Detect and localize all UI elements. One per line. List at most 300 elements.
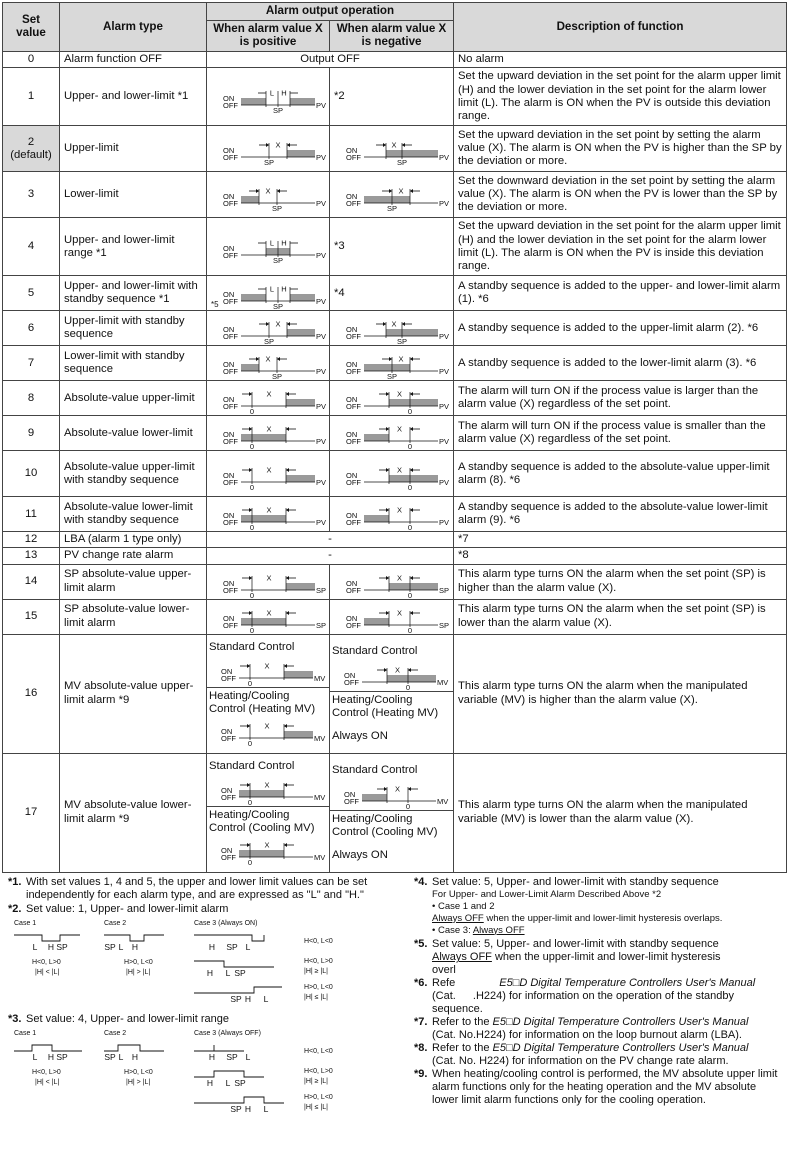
- dimension-label: X: [396, 424, 403, 434]
- standard-control-label: Standard Control: [209, 760, 295, 773]
- table-row: [3, 172, 787, 218]
- col-header-x-positive: When alarm value X is positive: [207, 21, 330, 52]
- description: The alarm will turn ON if the process value is larger than the alarm value (X) regardless of the set point.: [454, 381, 787, 416]
- on-label: ON: [346, 430, 358, 440]
- case-1-condition: H<0, L>0: [32, 958, 61, 966]
- l-label: L: [225, 1077, 231, 1088]
- on-label: ON: [223, 395, 235, 405]
- zero-label: 0: [249, 407, 255, 415]
- heating-cooling-block: [207, 807, 329, 867]
- case-3-abs-c: |H| ≤ |L|: [304, 1103, 328, 1111]
- table-row: [3, 346, 787, 381]
- l-label: L: [263, 993, 269, 1004]
- diagram-negative: [330, 497, 454, 532]
- h-label: H: [281, 284, 287, 294]
- set-value: 3: [3, 172, 60, 218]
- on-label: ON: [223, 511, 235, 521]
- arrow-head: [284, 843, 287, 847]
- alarm-diagram: [334, 382, 451, 414]
- arrow-head: [249, 392, 252, 396]
- on-label: ON: [346, 511, 358, 521]
- h-label: H: [47, 1051, 55, 1062]
- axis-label: PV: [316, 100, 327, 110]
- footnote-1: *1. With set values 1, 4 and 5, the upper and lower limit values can be set independently for each alarm type, and are expressed as "L" and "H.": [8, 876, 368, 901]
- on-region: [239, 790, 284, 797]
- table-row: [3, 52, 787, 68]
- col-header-alarm-type: Alarm type: [60, 3, 207, 52]
- footnote-9: *9. When heating/cooling control is performed, the MV absolute upper limit alarm functions only for the heating operation and the MV absolute lower limit alarm functions only for the cooling operation.: [414, 1068, 778, 1107]
- case-1-condition: H<0, L>0: [32, 1068, 61, 1076]
- arrow-head: [384, 668, 387, 672]
- diagram-negative: [330, 172, 454, 218]
- off-label: OFF: [221, 674, 236, 684]
- zero-label: 0: [407, 590, 413, 598]
- alarm-type: PV change rate alarm: [60, 548, 207, 564]
- case-3-condition-a: H<0, L<0: [304, 937, 333, 945]
- axis-label: SP: [316, 620, 327, 630]
- alarm-diagram: [211, 417, 328, 449]
- case-1-abs: |H| < |L|: [35, 968, 60, 976]
- arrow-head: [386, 427, 389, 431]
- off-label: OFF: [223, 332, 238, 342]
- arrow-head: [286, 611, 289, 615]
- table-row: [3, 218, 787, 276]
- description: A standby sequence is added to the upper-limit alarm (2). *6: [454, 311, 787, 346]
- output-waveform: [194, 1097, 284, 1103]
- description: Set the downward deviation in the set point by setting the alarm value (X). The alarm is ON when the PV is lower than the SP by the deviation or more.: [454, 172, 787, 218]
- alarm-diagram: [211, 277, 328, 309]
- case-3-condition-b: H<0, L>0: [304, 1067, 333, 1075]
- alarm-diagram: [209, 773, 326, 805]
- alarm-diagram: [332, 777, 449, 809]
- case-3-abs-b: |H| ≥ |L|: [304, 967, 328, 975]
- zero-label: 0: [249, 523, 255, 531]
- diagram-positive: [207, 416, 330, 451]
- on-label: ON: [223, 325, 235, 335]
- off-label: OFF: [346, 332, 361, 342]
- sp-label: SP: [104, 1051, 116, 1062]
- dimension-label: X: [266, 505, 272, 515]
- zero-label: 0: [407, 625, 413, 633]
- set-value: 10: [3, 451, 60, 497]
- alarm-diagram: [209, 716, 326, 746]
- alarm-diagram: [209, 654, 326, 686]
- footnote-5: *5. Set value: 5, Upper- and lower-limit with standby sequence Always OFF when the upper-limit and lower-limit hysteresis overl: [414, 938, 721, 977]
- sp-label: SP: [271, 372, 283, 380]
- axis-label: PV: [316, 250, 327, 260]
- on-label: ON: [221, 846, 233, 856]
- note-ref: *2: [330, 68, 454, 126]
- axis-label: PV: [316, 152, 327, 162]
- dimension-label: X: [398, 354, 404, 364]
- alarm-diagram: [211, 498, 328, 530]
- off-label: OFF: [346, 152, 361, 162]
- axis-label: PV: [316, 297, 327, 307]
- set-value: 12: [3, 532, 60, 548]
- dimension-label: X: [266, 389, 272, 399]
- sp-label: SP: [272, 255, 284, 263]
- set-value: 7: [3, 346, 60, 381]
- description: This alarm type turns ON the alarm when the set point (SP) is lower than the alarm value (X).: [454, 599, 787, 634]
- dimension-label: X: [396, 465, 403, 475]
- sp-label: SP: [56, 941, 68, 952]
- sp-label: SP: [263, 157, 275, 165]
- zero-label: 0: [407, 482, 413, 490]
- dimension-label: X: [264, 840, 270, 850]
- off-label: OFF: [223, 250, 238, 260]
- standard-control-block: [330, 762, 453, 811]
- alarm-diagram: [211, 81, 328, 113]
- output-waveform: [14, 1045, 82, 1051]
- h-label: H: [206, 1077, 214, 1088]
- table-row: [3, 564, 787, 599]
- diagram-negative: [330, 126, 454, 172]
- zero-label: 0: [247, 858, 253, 866]
- arrow-head: [286, 427, 289, 431]
- output-waveform: [194, 1071, 264, 1077]
- on-label: ON: [223, 93, 235, 103]
- dimension-label: X: [396, 573, 403, 583]
- zero-label: 0: [249, 482, 255, 490]
- dimension-label: X: [266, 424, 272, 434]
- set-value: 16: [3, 634, 60, 753]
- h-label: H: [208, 941, 216, 952]
- arrow-head: [410, 468, 413, 472]
- col-header-output-op: Alarm output operation: [207, 3, 454, 21]
- on-region: [389, 399, 438, 406]
- l-label: L: [245, 1051, 251, 1062]
- sp-label: SP: [230, 1103, 242, 1114]
- on-region: [290, 98, 315, 105]
- off-label: OFF: [223, 152, 238, 162]
- axis-label: PV: [439, 518, 450, 528]
- arrow-head: [410, 576, 413, 580]
- arrow-head: [384, 787, 387, 791]
- l-label: L: [269, 284, 275, 294]
- case-3-label: Case 3 (Always ON): [194, 919, 258, 927]
- off-label: OFF: [223, 100, 238, 110]
- alarm-diagram: [211, 179, 328, 211]
- off-label: OFF: [346, 477, 361, 487]
- description: A standby sequence is added to the lower-limit alarm (3). *6: [454, 346, 787, 381]
- on-region: [286, 583, 315, 590]
- on-region: [241, 98, 266, 105]
- output-waveform: [14, 935, 80, 941]
- alarm-diagram: [211, 312, 328, 344]
- arrow-head: [386, 611, 389, 615]
- output-waveform: [194, 987, 282, 993]
- footnote-2: *2. Set value: 1, Upper- and lower-limit alarm: [8, 902, 229, 915]
- case-diagram-hl-outside: [4, 917, 384, 1013]
- arrow-head: [402, 143, 405, 147]
- arrow-head: [247, 783, 250, 787]
- diagram-positive: [207, 634, 330, 753]
- on-region: [364, 618, 389, 625]
- alarm-diagram: [334, 133, 451, 165]
- arrow-head: [410, 611, 413, 615]
- l-label: L: [225, 967, 231, 978]
- diagram-negative: [330, 346, 454, 381]
- arrow-head: [286, 392, 289, 396]
- output-waveform: [194, 1045, 244, 1051]
- sp-label: SP: [226, 1051, 238, 1062]
- arrow-head: [410, 357, 413, 361]
- on-region: [284, 671, 313, 678]
- arrow-head: [277, 357, 280, 361]
- axis-label: SP: [316, 585, 327, 595]
- zero-label: 0: [405, 801, 411, 809]
- description: A standby sequence is added to the absolute-value lower-limit alarm (9). *6: [454, 497, 787, 532]
- arrow-head: [386, 468, 389, 472]
- set-value: 2 (default): [3, 126, 60, 172]
- on-label: ON: [346, 145, 358, 155]
- off-label: OFF: [223, 477, 238, 487]
- axis-label: MV: [314, 853, 326, 863]
- axis-label: PV: [439, 332, 450, 342]
- diagram-negative: [330, 416, 454, 451]
- alarm-type: LBA (alarm 1 type only): [60, 532, 207, 548]
- arrow-head: [249, 508, 252, 512]
- set-value: 8: [3, 381, 60, 416]
- diagram-negative: [330, 451, 454, 497]
- on-region: [290, 294, 315, 301]
- h-label: H: [244, 993, 252, 1004]
- case-2-abs: |H| > |L|: [126, 968, 151, 976]
- standard-control-label: Standard Control: [332, 644, 418, 657]
- always-on-label: Always ON: [332, 729, 388, 742]
- off-label: OFF: [346, 585, 361, 595]
- on-label: ON: [344, 670, 356, 680]
- case-2-condition: H>0, L<0: [124, 1068, 153, 1076]
- dimension-label: X: [275, 319, 281, 329]
- on-region: [287, 329, 315, 336]
- dimension-label: X: [396, 505, 403, 515]
- sp-label: SP: [234, 967, 246, 978]
- axis-label: SP: [439, 620, 450, 630]
- dimension-label: X: [398, 186, 404, 196]
- off-label: OFF: [223, 402, 238, 412]
- heating-cooling-block: [330, 811, 453, 864]
- axis-label: PV: [439, 477, 450, 487]
- on-label: ON: [223, 191, 235, 201]
- alarm-diagram: [332, 658, 449, 690]
- standard-control-label: Standard Control: [209, 641, 295, 654]
- off-label: OFF: [223, 518, 238, 528]
- on-label: ON: [223, 290, 235, 300]
- dimension-label: X: [264, 780, 270, 790]
- diagram-positive: [207, 451, 330, 497]
- diagram-positive: [207, 311, 330, 346]
- alarm-diagram: [211, 458, 328, 490]
- h-label: H: [244, 1103, 252, 1114]
- diagram-negative: [330, 311, 454, 346]
- alarm-type-table: [2, 2, 787, 873]
- axis-label: PV: [316, 477, 327, 487]
- arrow-head: [284, 724, 287, 728]
- zero-label: 0: [247, 739, 253, 747]
- diagram-positive: [207, 599, 330, 634]
- on-region: [364, 434, 389, 441]
- on-label: ON: [223, 243, 235, 253]
- zero-label: 0: [249, 590, 255, 598]
- diagram-negative: [330, 634, 454, 753]
- standard-control-block: [207, 758, 329, 807]
- table-row: [3, 276, 787, 311]
- on-label: ON: [221, 786, 233, 796]
- off-label: OFF: [346, 198, 361, 208]
- axis-label: PV: [316, 518, 327, 528]
- arrow-head: [266, 143, 269, 147]
- sp-label: SP: [396, 157, 408, 165]
- alarm-diagram: [211, 601, 328, 633]
- on-region: [389, 475, 438, 482]
- description: Set the upward deviation in the set point for the alarm upper limit (H) and the lower deviation in the set point for the alarm lower limit (L). The alarm is ON when the PV is inside this deviation range.: [454, 218, 787, 276]
- zero-label: 0: [407, 523, 413, 531]
- diagram-negative: [330, 381, 454, 416]
- on-region: [239, 850, 284, 857]
- table-row: [3, 126, 787, 172]
- arrow-head: [247, 724, 250, 728]
- sp-label: SP: [386, 203, 398, 211]
- zero-label: 0: [249, 625, 255, 633]
- h-label: H: [131, 941, 139, 952]
- alarm-type: Upper- and lower-limit *1: [60, 68, 207, 126]
- sp-label: SP: [226, 941, 238, 952]
- off-label: OFF: [346, 620, 361, 630]
- table-row: [3, 548, 787, 564]
- on-label: ON: [346, 191, 358, 201]
- l-label: L: [269, 238, 275, 248]
- alarm-type: SP absolute-value lower-limit alarm: [60, 599, 207, 634]
- on-region: [241, 515, 286, 522]
- note-ref: *4: [330, 276, 454, 311]
- dimension-label: X: [266, 465, 272, 475]
- case-3-condition-b: H<0, L>0: [304, 957, 333, 965]
- h-label: H: [131, 1051, 139, 1062]
- alarm-diagram: [209, 835, 326, 865]
- dimension-label: X: [391, 319, 397, 329]
- on-label: ON: [346, 325, 358, 335]
- diagram-positive: [207, 346, 330, 381]
- l-label: L: [32, 941, 38, 952]
- axis-label: MV: [314, 734, 326, 744]
- diagram-positive: [207, 218, 330, 276]
- note-ref: *3: [330, 218, 454, 276]
- axis-label: PV: [439, 152, 450, 162]
- alarm-type: Alarm function OFF: [60, 52, 207, 68]
- arrow-head: [286, 468, 289, 472]
- on-label: ON: [346, 395, 358, 405]
- on-region: [241, 364, 259, 371]
- sp-label: SP: [104, 941, 116, 952]
- on-region: [364, 364, 410, 371]
- description: This alarm type turns ON the alarm when the set point (SP) is higher than the alarm value (X).: [454, 564, 787, 599]
- zero-label: 0: [247, 679, 253, 687]
- description: This alarm type turns ON the alarm when the manipulated variable (MV) is lower than the alarm value (X).: [454, 753, 787, 872]
- alarm-type: Upper-limit: [60, 126, 207, 172]
- off-label: OFF: [346, 402, 361, 412]
- alarm-type: Upper- and lower-limit range *1: [60, 218, 207, 276]
- axis-label: PV: [316, 437, 327, 447]
- arrow-head: [410, 508, 413, 512]
- arrow-head: [286, 576, 289, 580]
- alarm-diagram: [334, 417, 451, 449]
- diagram-negative: [330, 753, 454, 872]
- heating-cooling-block: [207, 688, 329, 748]
- arrow-head: [249, 611, 252, 615]
- case-3-abs-c: |H| ≤ |L|: [304, 993, 328, 1001]
- diagram-negative: [330, 564, 454, 599]
- table-row: [3, 381, 787, 416]
- h-label: H: [47, 941, 55, 952]
- on-region: [241, 434, 286, 441]
- on-label: ON: [223, 470, 235, 480]
- on-label: ON: [223, 360, 235, 370]
- dimension-label: X: [266, 573, 272, 583]
- alarm-type: Upper-limit with standby sequence: [60, 311, 207, 346]
- arrow-head: [256, 189, 259, 193]
- h-label: H: [208, 1051, 216, 1062]
- alarm-type: Upper- and lower-limit with standby sequence *1: [60, 276, 207, 311]
- output-waveform: [194, 935, 264, 941]
- l-label: L: [118, 941, 124, 952]
- on-region: [362, 794, 387, 801]
- arrow-head: [410, 392, 413, 396]
- arrow-head: [386, 508, 389, 512]
- arrow-head: [284, 664, 287, 668]
- sp-label: SP: [263, 337, 275, 345]
- axis-label: MV: [314, 793, 326, 803]
- diagram-positive: [207, 172, 330, 218]
- diagram-positive: [207, 497, 330, 532]
- diagram-positive: [207, 564, 330, 599]
- set-value: 5: [3, 276, 60, 311]
- sp-label: SP: [272, 302, 284, 310]
- description: No alarm: [454, 52, 787, 68]
- table-row: [3, 416, 787, 451]
- alarm-type: Lower-limit with standby sequence: [60, 346, 207, 381]
- dimension-label: X: [264, 661, 270, 671]
- on-region: [284, 731, 313, 738]
- off-label: OFF: [344, 796, 359, 806]
- heating-cooling-label: Heating/Cooling Control (Cooling MV): [332, 812, 438, 838]
- footnote-4-detail: For Upper- and Lower-Limit Alarm Described Above *2 • Case 1 and 2 Always OFF when the upper-limit and lower-limit hysteresis overlaps. • Case 3: Always OFF: [432, 888, 723, 936]
- axis-label: PV: [316, 367, 327, 377]
- set-value: 6: [3, 311, 60, 346]
- off-label: OFF: [223, 620, 238, 630]
- l-label: L: [118, 1051, 124, 1062]
- on-region: [241, 618, 286, 625]
- alarm-type: Absolute-value lower-limit with standby sequence: [60, 497, 207, 532]
- alarm-type: Lower-limit: [60, 172, 207, 218]
- alarm-type: SP absolute-value upper-limit alarm: [60, 564, 207, 599]
- l-label: L: [263, 1103, 269, 1114]
- diagram-positive: [207, 381, 330, 416]
- description: Set the upward deviation in the set point by setting the alarm value (X). The alarm is ON when the PV is higher than the SP by the deviation or more.: [454, 126, 787, 172]
- table-row: [3, 451, 787, 497]
- arrow-head: [249, 427, 252, 431]
- case-3-condition-c: H>0, L<0: [304, 1093, 333, 1101]
- description: Set the upward deviation in the set point for the alarm upper limit (H) and the lower deviation in the set point for the alarm lower limit (L). The alarm is ON when the PV is outside this deviation range.: [454, 68, 787, 126]
- case-1-abs: |H| < |L|: [35, 1078, 60, 1086]
- output-op: -: [207, 548, 454, 564]
- alarm-diagram: [334, 566, 451, 598]
- diagram-positive: [207, 126, 330, 172]
- arrow-head: [286, 508, 289, 512]
- set-value: 11: [3, 497, 60, 532]
- dimension-label: X: [275, 140, 281, 150]
- standard-control-block: [207, 639, 329, 688]
